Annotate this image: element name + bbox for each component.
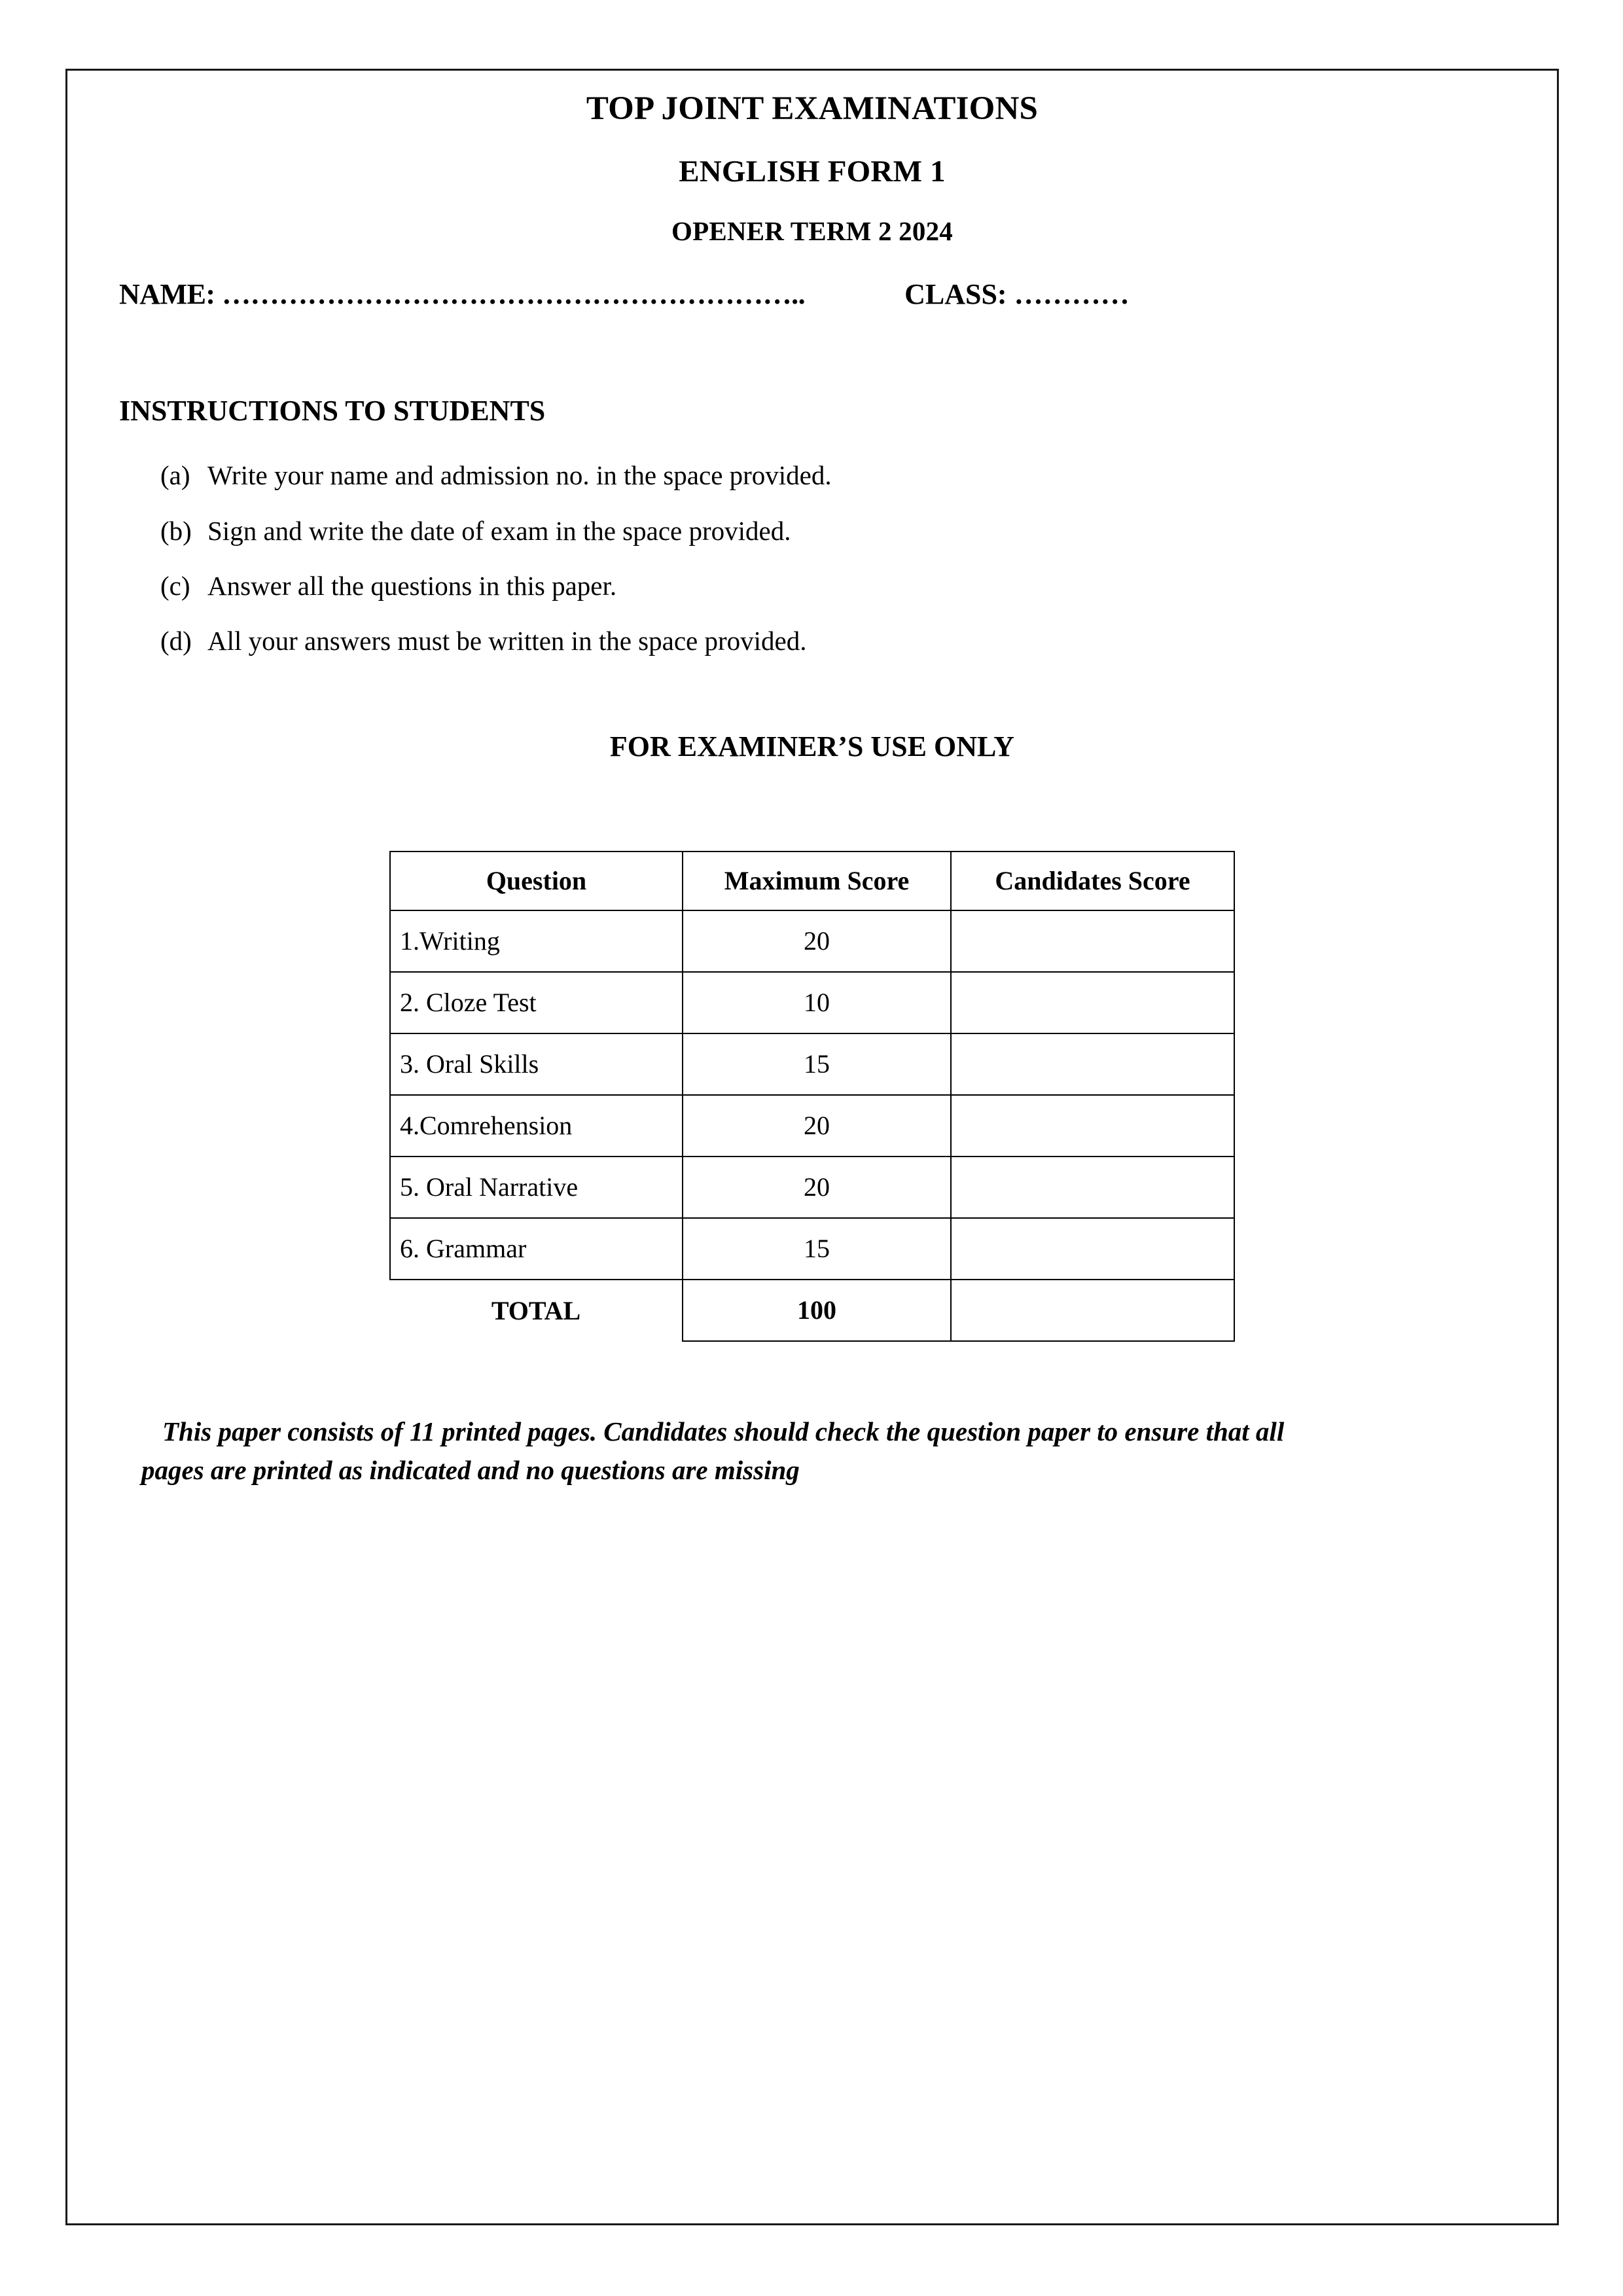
question-name: 3. Oral Skills [390, 1033, 683, 1095]
table-row [390, 910, 1234, 972]
table-row [390, 1157, 1234, 1218]
list-item-marker: (d) [160, 625, 192, 656]
list-item [160, 626, 1559, 656]
maximum-score: 15 [683, 1033, 951, 1095]
total-maximum-score: 100 [683, 1280, 951, 1341]
maximum-score: 20 [683, 910, 951, 972]
footer-note [65, 1412, 1559, 1490]
maximum-score: 20 [683, 1095, 951, 1157]
candidate-score-cell[interactable] [951, 1157, 1234, 1218]
list-item-label: All your answers must be written in the space provided. [207, 625, 807, 656]
candidate-score-cell[interactable] [951, 1095, 1234, 1157]
term-title: OPENER TERM 2 2024 [671, 216, 953, 246]
footer-note-line2: pages are printed as indicated and no questions are missing [141, 1455, 800, 1486]
footer-note-line1: This paper consists of 11 printed pages. Candidates should check the question paper to ensure that all [162, 1416, 1285, 1446]
list-item-marker: (a) [160, 460, 190, 491]
question-name: 4.Comrehension [390, 1095, 683, 1157]
column-header-question: Question [390, 852, 683, 910]
instructions-list [65, 460, 1559, 656]
candidate-score-cell[interactable] [951, 910, 1234, 972]
table-total-row [390, 1280, 1234, 1341]
maximum-score: 15 [683, 1218, 951, 1280]
list-item-marker: (b) [160, 515, 192, 546]
list-item-label: Answer all the questions in this paper. [207, 570, 617, 601]
examiner-use-heading: FOR EXAMINER’S USE ONLY [609, 730, 1015, 762]
column-header-maximum: Maximum Score [683, 852, 951, 910]
class-field[interactable]: CLASS: ………… [904, 278, 1130, 310]
question-name: 5. Oral Narrative [390, 1157, 683, 1218]
candidate-score-cell[interactable] [951, 1218, 1234, 1280]
maximum-score: 10 [683, 972, 951, 1033]
total-candidate-score-cell[interactable] [951, 1280, 1234, 1341]
score-table-container [65, 851, 1559, 1342]
list-item [160, 516, 1559, 547]
table-row [390, 1218, 1234, 1280]
subject-title: ENGLISH FORM 1 [679, 154, 946, 188]
candidate-score-cell[interactable] [951, 1033, 1234, 1095]
table-row [390, 1033, 1234, 1095]
page-title: TOP JOINT EXAMINATIONS [586, 90, 1039, 127]
question-name: 1.Writing [390, 910, 683, 972]
question-name: 2. Cloze Test [390, 972, 683, 1033]
question-name: 6. Grammar [390, 1218, 683, 1280]
document-page [65, 69, 1559, 2225]
list-item [160, 460, 1559, 491]
score-table [389, 851, 1235, 1342]
list-item-label: Write your name and admission no. in the space provided. [207, 460, 832, 491]
table-row [390, 1095, 1234, 1157]
table-header-row [390, 852, 1234, 910]
maximum-score: 20 [683, 1157, 951, 1218]
candidate-score-cell[interactable] [951, 972, 1234, 1033]
column-header-candidate: Candidates Score [951, 852, 1234, 910]
list-item-label: Sign and write the date of exam in the space provided. [207, 515, 791, 546]
name-class-row [65, 279, 1559, 310]
list-item [160, 571, 1559, 601]
list-item-marker: (c) [160, 570, 190, 601]
instructions-heading: INSTRUCTIONS TO STUDENTS [119, 395, 546, 427]
total-label: TOTAL [491, 1295, 581, 1325]
name-field[interactable]: NAME: …………………………………………………….. [119, 278, 806, 310]
table-row [390, 972, 1234, 1033]
